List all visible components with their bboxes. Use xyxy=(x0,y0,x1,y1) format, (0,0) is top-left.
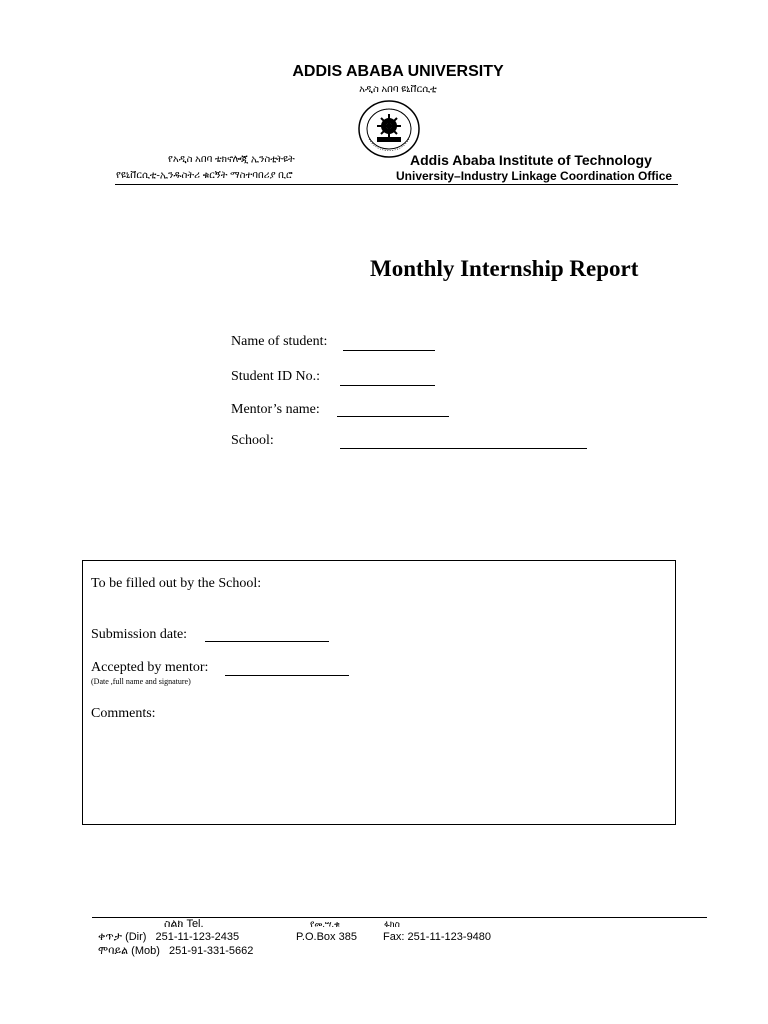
student-id-field[interactable] xyxy=(340,385,435,386)
school-label: School: xyxy=(231,433,274,448)
mobile-amharic: ሞባይል xyxy=(98,945,129,957)
mentor-name-field[interactable] xyxy=(337,416,449,417)
footer-tel xyxy=(164,918,204,931)
submission-date-field[interactable] xyxy=(205,641,329,642)
accepted-by-mentor-label: Accepted by mentor: xyxy=(91,660,209,675)
tel-label: Tel. xyxy=(186,918,204,930)
institute-name: Addis Ababa Institute of Technology xyxy=(410,152,652,168)
university-seal-icon xyxy=(357,99,421,159)
office-name-amharic: የዩኒቨርሲቲ-ኢንዱስትሪ ቁርኝት ማስተባበሪያ ቢሮ xyxy=(116,170,293,181)
direct-number: 251-11-123-2435 xyxy=(155,931,240,943)
school-section-heading: To be filled out by the School: xyxy=(91,576,262,591)
report-title: Monthly Internship Report xyxy=(370,256,639,281)
header-divider xyxy=(115,184,678,185)
school-field[interactable] xyxy=(340,448,587,449)
university-name: ADDIS ABABA UNIVERSITY xyxy=(292,63,504,80)
footer-direct xyxy=(98,931,239,944)
pobox-amharic: የመ.ሣ.ቁ xyxy=(310,919,341,929)
comments-area[interactable] xyxy=(91,729,665,815)
student-name-label: Name of student: xyxy=(231,334,328,349)
tel-amharic: ስልክ xyxy=(164,918,184,930)
student-name-field[interactable] xyxy=(343,350,435,351)
footer-pobox: P.O.Box 385 xyxy=(296,931,357,943)
accepted-by-note: (Date ,full name and signature) xyxy=(91,677,191,686)
mentor-name-label: Mentor’s name: xyxy=(231,402,320,417)
university-name-amharic: አዲስ አበባ ዩኒቨርሲቲ xyxy=(359,84,437,95)
office-name: University–Industry Linkage Coordination Office xyxy=(396,169,673,183)
direct-amharic: ቀጥታ xyxy=(98,931,122,943)
footer-fax: Fax: 251-11-123-9480 xyxy=(383,931,492,943)
mobile-label: (Mob) xyxy=(131,945,160,957)
comments-label: Comments: xyxy=(91,706,156,721)
submission-date-label: Submission date: xyxy=(91,627,188,642)
student-id-label: Student ID No.: xyxy=(231,369,321,384)
mobile-number: 251-91-331-5662 xyxy=(168,945,254,957)
fax-amharic: ፋክስ xyxy=(384,919,400,929)
school-section-box xyxy=(82,560,676,825)
accepted-by-mentor-field[interactable] xyxy=(225,675,349,676)
footer-mobile xyxy=(98,945,253,958)
institute-name-amharic: የአዲስ አበባ ቴክኖሎጂ ኢንስቲትዩት xyxy=(168,154,295,165)
direct-label: (Dir) xyxy=(125,931,147,943)
